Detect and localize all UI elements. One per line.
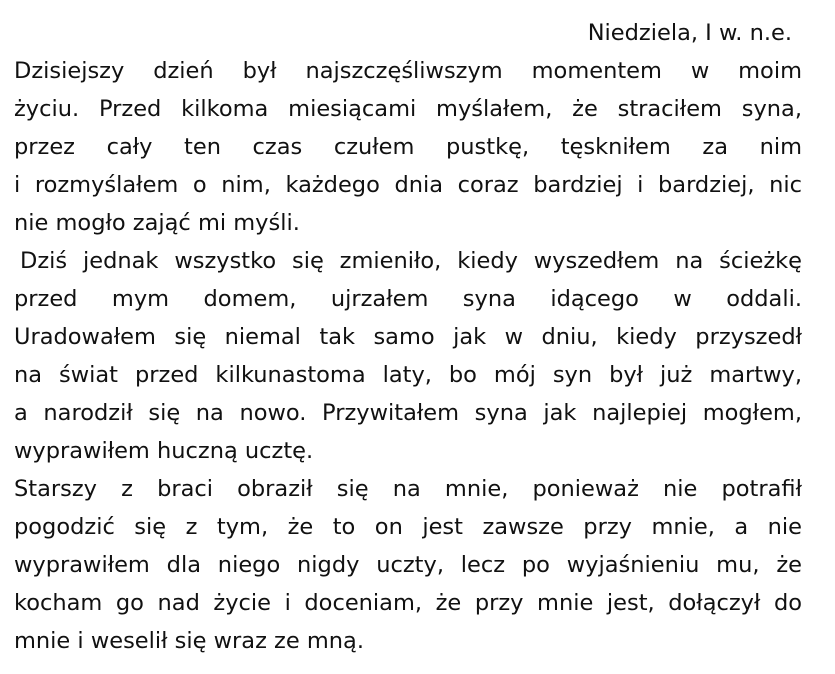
paragraph-line: kocham go nad życie i doceniam, że przy mnie jest, dołączył do: [14, 590, 802, 616]
paragraph-line: wyprawiłem dla niego nigdy uczty, lecz po wyjaśnieniu mu, że: [14, 552, 802, 578]
paragraph-line: przez cały ten czas czułem pustkę, tęskniłem za nim: [14, 134, 802, 160]
paragraph-line: Uradowałem się niemal tak samo jak w dniu, kiedy przyszedł: [14, 324, 802, 350]
paragraph-line: a narodził się na nowo. Przywitałem syna jak najlepiej mogłem,: [14, 400, 802, 426]
paragraph-1: [14, 52, 802, 242]
paragraph-line: wyprawiłem huczną ucztę.: [14, 438, 314, 464]
paragraph-3: [14, 470, 802, 660]
paragraph-line: i rozmyślałem o nim, każdego dnia coraz bardziej i bardziej, nic: [14, 172, 802, 198]
paragraph-line: Dziś jednak wszystko się zmieniło, kiedy wyszedłem na ścieżkę: [20, 248, 802, 274]
paragraph-line: przed mym domem, ujrzałem syna idącego w oddali.: [14, 286, 802, 312]
paragraph-line: życiu. Przed kilkoma miesiącami myślałem, że straciłem syna,: [14, 96, 802, 122]
paragraph-line: nie mogło zająć mi myśli.: [14, 210, 300, 236]
paragraph-line: Starszy z braci obraził się na mnie, ponieważ nie potrafił: [14, 476, 802, 502]
paragraph-2: [14, 242, 802, 470]
paragraph-line: Dzisiejszy dzień był najszczęśliwszym momentem w moim: [14, 58, 802, 84]
date-line: Niedziela, I w. n.e.: [587, 20, 792, 46]
paragraph-line: mnie i weselił się wraz ze mną.: [14, 628, 364, 654]
paragraph-line: na świat przed kilkunastoma laty, bo mój syn był już martwy,: [14, 362, 802, 388]
paragraph-line: pogodzić się z tym, że to on jest zawsze przy mnie, a nie: [14, 514, 802, 540]
document-page: [14, 14, 802, 664]
